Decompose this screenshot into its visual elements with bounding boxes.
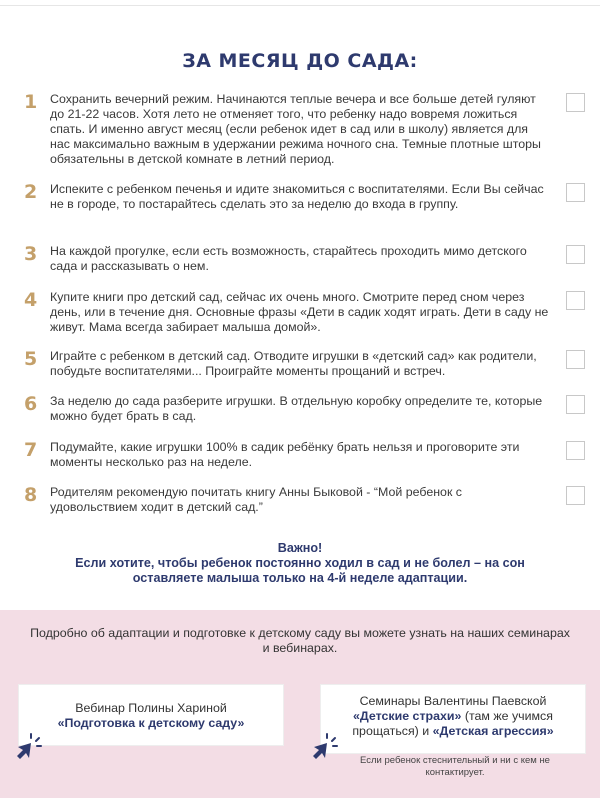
note-line-1: Если хотите, чтобы ребенок постоянно ходил в сад и не болел – на сон xyxy=(75,556,525,570)
checkbox[interactable] xyxy=(566,183,585,202)
item-text: Подумайте, какие игрушки 100% в садик ребёнку брать нельзя и проговорите эти моменты несколько раз на неделе. xyxy=(50,440,520,469)
item-text: Купите книги про детский сад, сейчас их очень много. Смотрите перед сном через день, или в течение дня. Основные фразы «Дети в садик ходят играть. Дети в саду не живут. Мама всегда забирает малыша домой». xyxy=(50,290,549,334)
item-number: 7 xyxy=(24,439,38,461)
checkbox[interactable] xyxy=(566,395,585,414)
click-cursor-icon xyxy=(14,732,42,760)
promo-section xyxy=(0,610,600,798)
top-divider xyxy=(0,0,600,6)
checkbox[interactable] xyxy=(566,350,585,369)
page-title: ЗА МЕСЯЦ ДО САДА: xyxy=(182,50,418,72)
checkbox[interactable] xyxy=(566,441,585,460)
item-number: 3 xyxy=(24,243,38,265)
seminar-note: Если ребенок стеснительный и ни с кем не контактирует. xyxy=(360,755,550,778)
item-text: Играйте с ребенком в детский сад. Отводите игрушки в «детский сад» как родители, побудьте воспитателями... Проиграйте моменты прощаний и встреч. xyxy=(50,349,537,378)
webinar-title[interactable]: «Подготовка к детскому саду» xyxy=(57,716,245,730)
item-number: 2 xyxy=(24,181,38,203)
promo-text: Подробно об адаптации и подготовке к детскому саду вы можете узнать на наших семинарах и вебинарах. xyxy=(30,626,570,655)
seminar-author: Семинары Валентины Паевской xyxy=(359,694,547,708)
seminar-mid-text: (там же учимся прощаться) и xyxy=(352,709,553,738)
item-text: За неделю до сада разберите игрушки. В отдельную коробку определите те, которые можно будет брать в сад. xyxy=(50,394,543,423)
checkbox[interactable] xyxy=(566,486,585,505)
webinar-card[interactable] xyxy=(18,684,284,746)
item-text: Сохранить вечерний режим. Начинаются теплые вечера и все больше детей гуляют до 21-22 часов. Хотя лето не отменяет того, что ребенку надо вовремя ложиться спать. И именно август месяц (если ребенок идет в сад или в школу) является для нас максимально важным в удержании режима ночного сна. Темные плотные шторы обязательны в детской комнате в летний период. xyxy=(50,92,541,166)
seminar-card[interactable] xyxy=(320,684,586,754)
item-text: На каждой прогулке, если есть возможность, старайтесь проходить мимо детского сада и рассказывать о нем. xyxy=(50,244,527,273)
seminar-title-aggression[interactable]: «Детская агрессия» xyxy=(432,724,554,738)
item-number: 8 xyxy=(24,484,38,506)
checkbox[interactable] xyxy=(566,93,585,112)
checkbox[interactable] xyxy=(566,291,585,310)
note-heading: Важно! xyxy=(277,541,323,555)
item-number: 1 xyxy=(24,91,38,113)
item-number: 6 xyxy=(24,393,38,415)
important-note xyxy=(0,541,600,586)
note-line-2: оставляете малыша только на 4-й неделе адаптации. xyxy=(132,571,468,585)
item-number: 5 xyxy=(24,348,38,370)
item-text: Родителям рекомендую почитать книгу Анны Быковой - “Мой ребенок с удовольствием ходит в детский сад.” xyxy=(50,485,463,514)
item-number: 4 xyxy=(24,289,38,311)
seminar-title-fears[interactable]: «Детские страхи» xyxy=(353,709,462,723)
webinar-author: Вебинар Полины Хариной xyxy=(75,701,227,715)
checkbox[interactable] xyxy=(566,245,585,264)
item-text: Испеките с ребенком печенья и идите знакомиться с воспитателями. Если Вы сейчас не в городе, то постарайтесь сделать это за неделю до входа в группу. xyxy=(50,182,544,211)
